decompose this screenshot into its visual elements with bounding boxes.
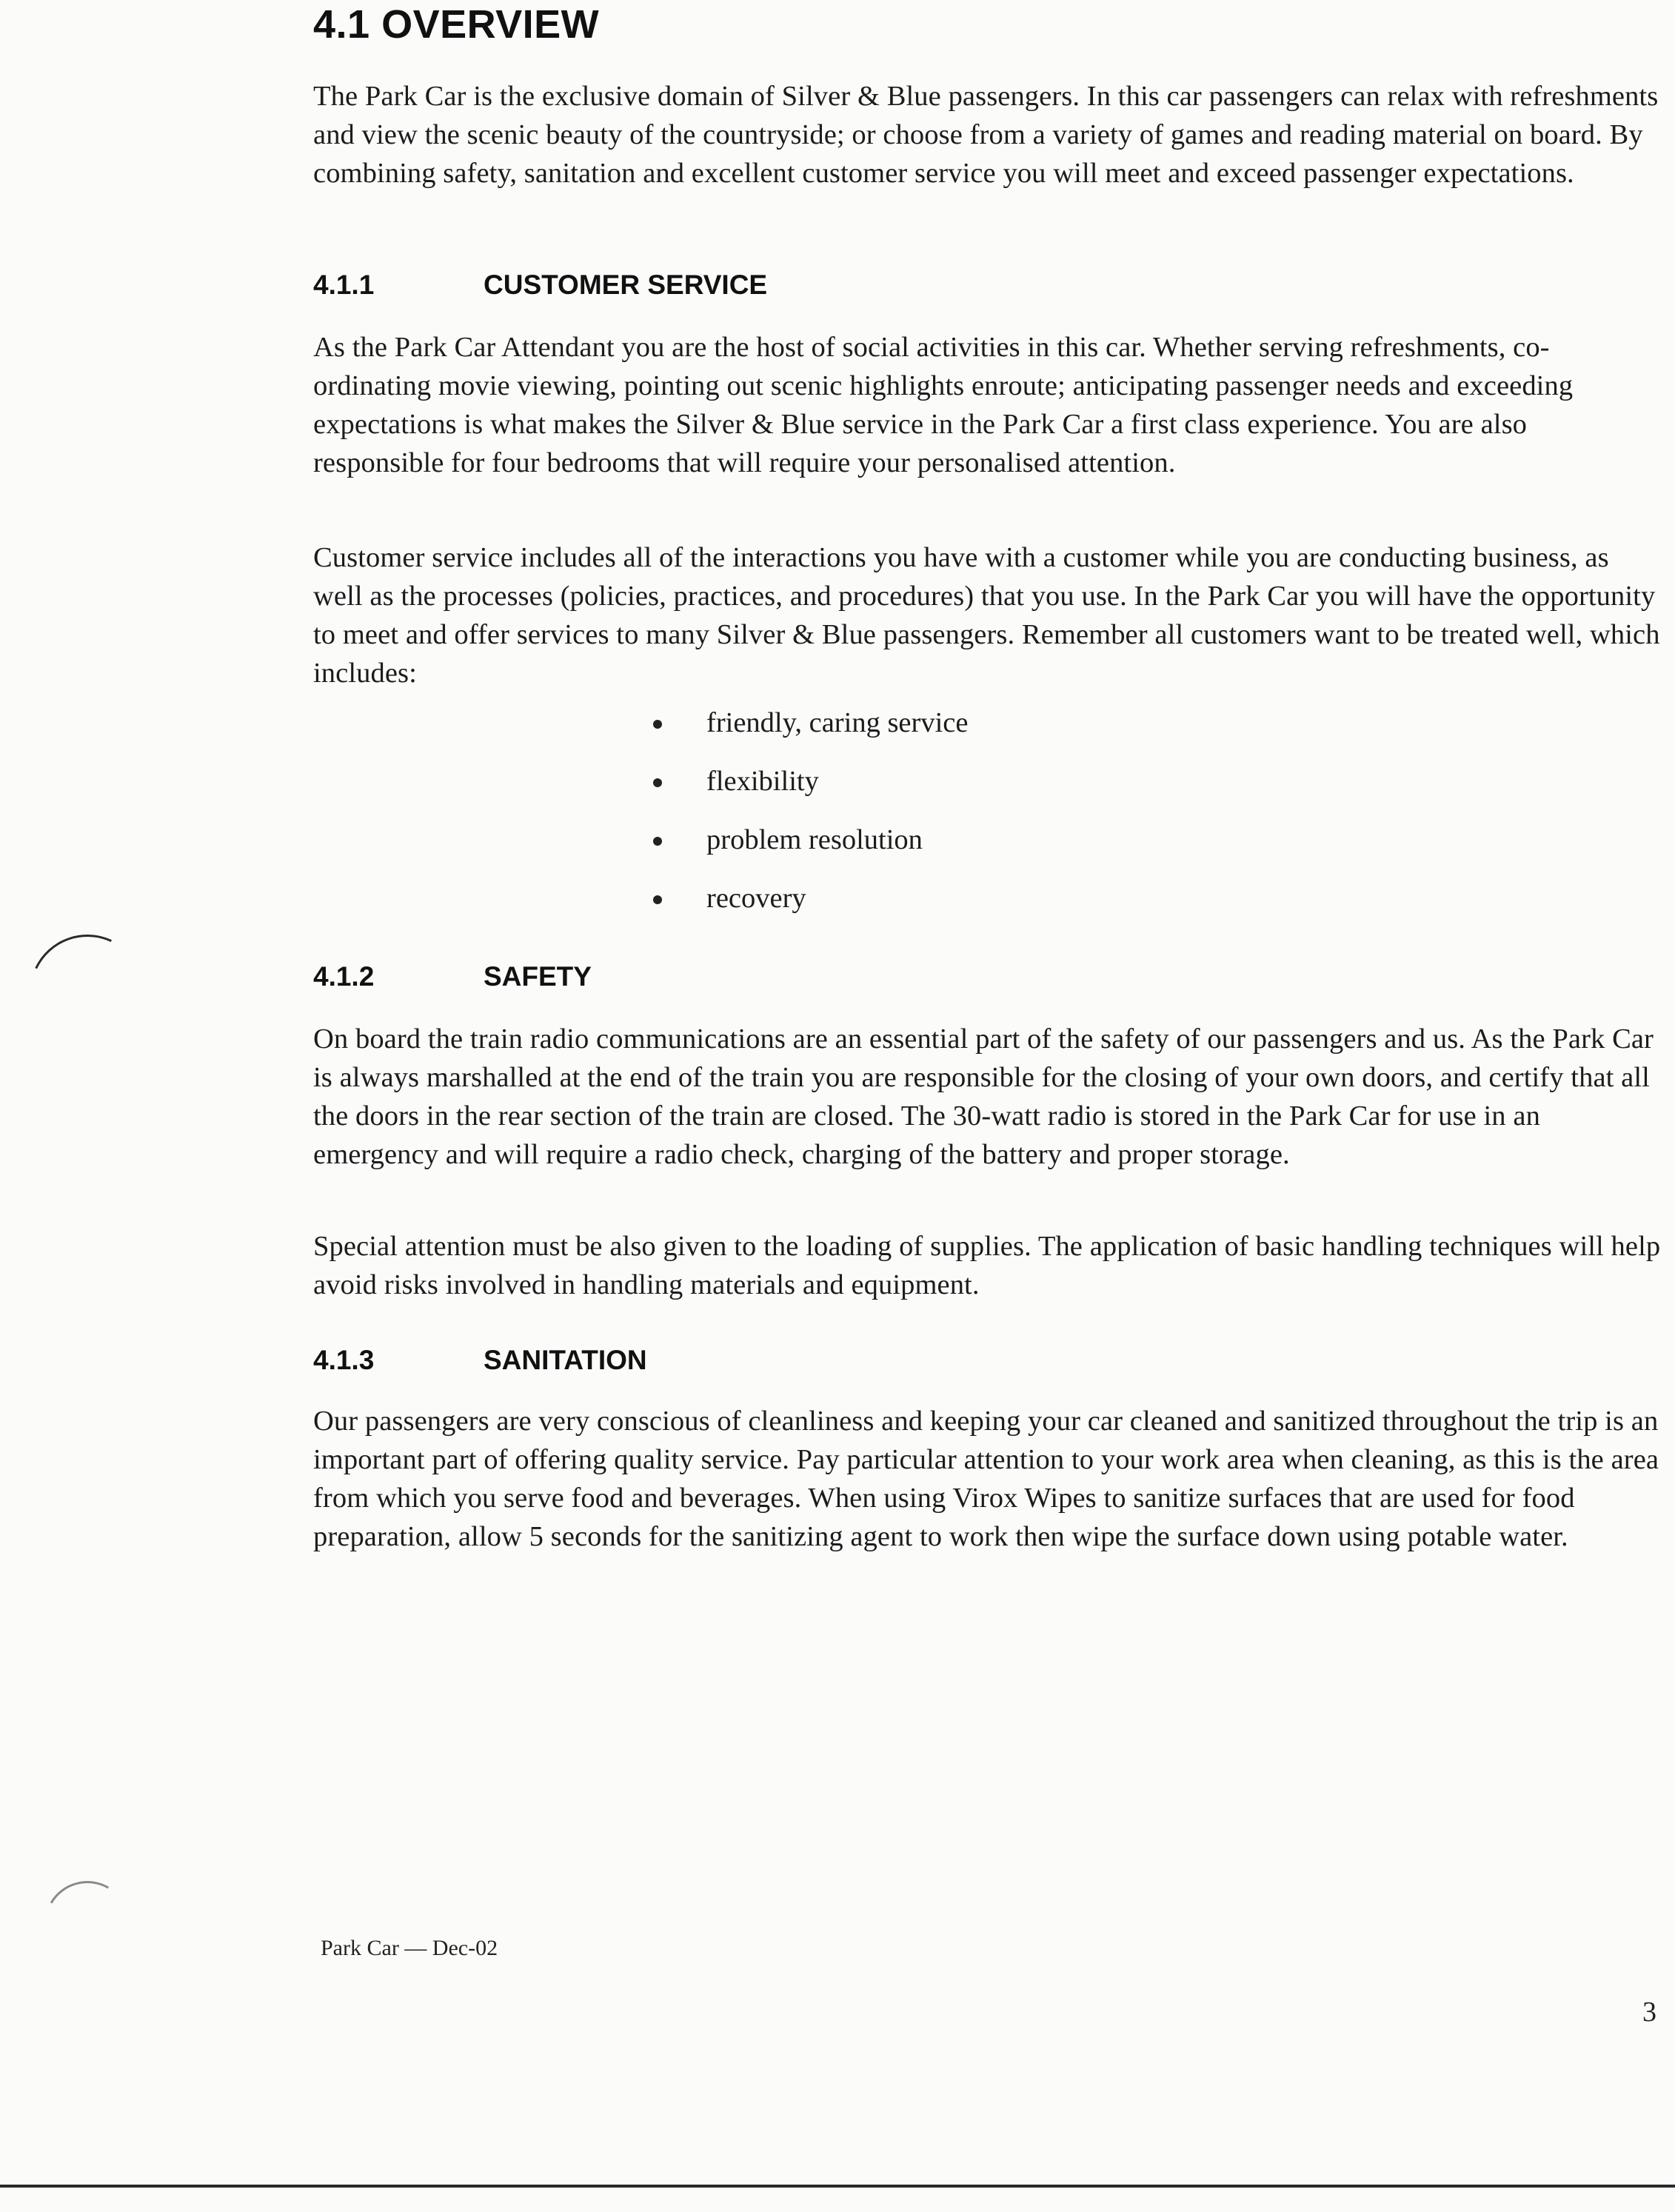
section-number: 4.1.2	[313, 961, 375, 992]
safety-paragraph-1: On board the train radio communications are an essential part of the safety of our passengers and us. As the Park Car is always marshalled at the end of the train you are responsible for the closing of your own doors, and certify that all the doors in the rear section of the train are closed. The 30-watt radio is stored in the Park Car for use in an emergency and will require a radio check, charging of the battery and proper storage.	[313, 1023, 1654, 1170]
customer-service-paragraph-2: Customer service includes all of the interactions you have with a customer while you are conducting business, as well as the processes (policies, practices, and procedures) that you use. In the Park Car you will have the opportunity to meet and offer services to many Silver & Blue passengers. Remember all customers want to be treated well, which includes:	[313, 542, 1660, 689]
overview-paragraph: The Park Car is the exclusive domain of Silver & Blue passengers. In this car passengers can relax with refreshments and view the scenic beauty of the countryside; or choose from a variety of games and reading material on board. By combining safety, sanitation and excellent customer service you will meet and exceed passenger expectations.	[313, 81, 1659, 189]
list-item: friendly, caring service	[644, 704, 968, 762]
section-heading-safety	[313, 961, 592, 992]
section-title: SANITATION	[484, 1345, 647, 1375]
bottom-divider	[0, 2185, 1675, 2188]
list-item: recovery	[644, 879, 968, 938]
section-title: SAFETY	[484, 961, 592, 992]
binder-hole-mark	[13, 918, 161, 1066]
page-number: 3	[1642, 1997, 1656, 2028]
page-footer: Park Car — Dec-02	[321, 1936, 498, 1960]
section-heading-customer-service	[313, 270, 767, 301]
section-number: 4.1.1	[313, 270, 375, 300]
section-heading-sanitation	[313, 1345, 647, 1376]
customer-service-bullet-list	[644, 704, 968, 938]
list-item: flexibility	[644, 762, 968, 821]
page-title: 4.1 OVERVIEW	[313, 2, 600, 47]
binder-hole-mark	[35, 1871, 140, 1977]
customer-service-paragraph-1: As the Park Car Attendant you are the host of social activities in this car. Whether serving refreshments, co-ordinating movie viewing, pointing out scenic highlights enroute; anticipating passenger needs and exceeding expectations is what makes the Silver & Blue service in the Park Car a first class experience. You are also responsible for four bedrooms that will require your personalised attention.	[313, 332, 1574, 478]
list-item: problem resolution	[644, 821, 968, 879]
section-title: CUSTOMER SERVICE	[484, 270, 768, 300]
sanitation-paragraph-1: Our passengers are very conscious of cleanliness and keeping your car cleaned and sanitized throughout the trip is an important part of offering quality service. Pay particular attention to your work area when cleaning, as this is the area from which you serve food and beverages. When using Virox Wipes to sanitize surfaces that are used for food preparation, allow 5 seconds for the sanitizing agent to work then wipe the surface down using potable water.	[313, 1406, 1659, 1552]
section-number: 4.1.3	[313, 1345, 375, 1375]
safety-paragraph-2: Special attention must be also given to the loading of supplies. The application of basic handling techniques will help avoid risks involved in handling materials and equipment.	[313, 1231, 1661, 1300]
